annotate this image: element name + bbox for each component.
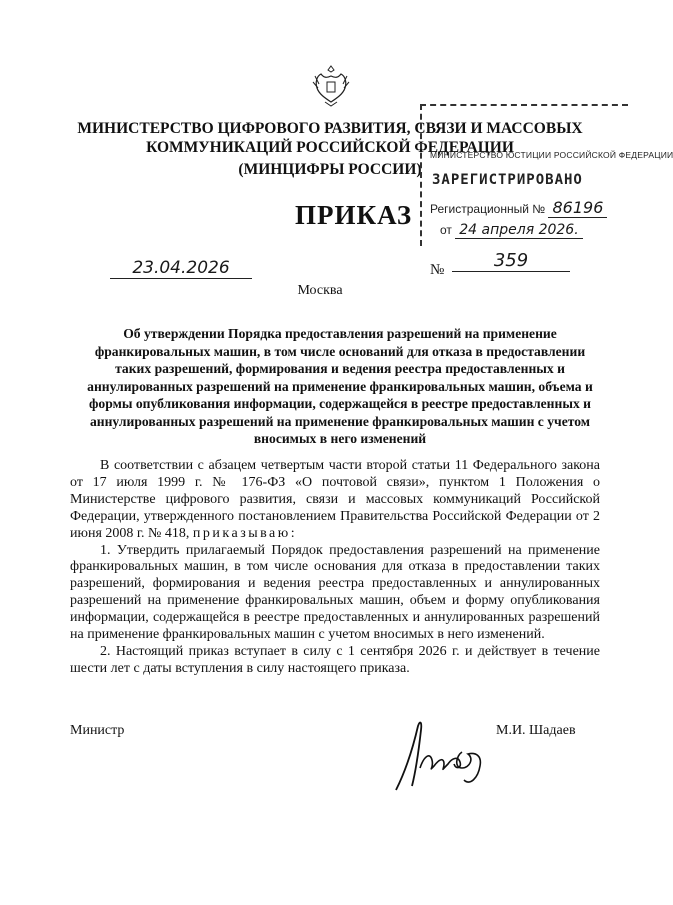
stamp-reg-number: 86196: [548, 198, 607, 218]
document-number: 359: [452, 250, 570, 272]
coat-of-arms-icon: [311, 62, 351, 108]
preamble-text: В соответствии с абзацем четвертым части второй статьи 11 Федерального закона от 17 июля 1999 г. № 176-ФЗ «О почтовой связи», пунктом 1 Положения о Министерстве цифрового развития, связи и массовых коммуникаций Российской Федерации, утвержденного постановлением Правительства Российской Федерации от 2 июня 2008 г. № 418,: [70, 458, 600, 541]
document-type: ПРИКАЗ: [295, 200, 413, 230]
ministry-name-line1: МИНИСТЕРСТВО ЦИФРОВОГО РАЗВИТИЯ, СВЯЗИ И МАССОВЫХ: [77, 120, 583, 137]
body-paragraph-item2: 2. Настоящий приказ вступает в силу с 1 сентября 2026 г. и действует в течение шести лет с даты вступления в силу настоящего приказа.: [70, 643, 600, 676]
stamp-reg-label: Регистрационный №: [430, 202, 546, 216]
stamp-ministry-justice: МИНИСТЕРСТВО ЮСТИЦИИ РОССИЙСКОЙ ФЕДЕРАЦИИ: [430, 150, 673, 160]
handwritten-signature: [390, 712, 494, 796]
signatory-position: Министр: [70, 723, 125, 738]
document-date: 23.04.2026: [110, 258, 252, 279]
ministry-short-name: (МИНЦИФРЫ РОССИИ): [238, 161, 422, 178]
document-title: Об утверждении Порядка предоставления разрешений на применение франкировальных машин, в том числе оснований для отказа в предоставлении таких разрешений, формирования и ведения реестра предоставленных и аннулированных разрешений на применение франкировальных машин, объема и формы опубликования информации, содержащейся в реестре предоставленных и аннулированных разрешений на применение франкировальных машин с учетом вносимых в него изменений: [87, 326, 593, 446]
order-word: приказываю:: [192, 525, 298, 541]
document-city: Москва: [297, 283, 343, 298]
stamp-date-row: [440, 222, 583, 238]
body-paragraph-preamble: [70, 458, 600, 543]
document-body: [70, 458, 600, 678]
stamp-registered: ЗАРЕГИСТРИРОВАНО: [432, 172, 583, 188]
stamp-reg-number-row: [430, 198, 607, 217]
signatory-name: М.И. Шадаев: [496, 723, 576, 738]
document-number-label: №: [430, 262, 445, 278]
ministry-name-line2: КОММУНИКАЦИЙ РОССИЙСКОЙ ФЕДЕРАЦИИ: [146, 139, 514, 156]
stamp-date-prefix: от: [440, 223, 452, 237]
body-paragraph-item1: 1. Утвердить прилагаемый Порядок предоставления разрешений на применение франкировальных машин, в том числе основания для отказа в предоставлении таких разрешений, формирования и ведения реестра предоставленных и аннулированных разрешений на применение франкировальных машин, объем и форму опубликования информации, содержащейся в реестре предоставленных и аннулированных разрешений на применение франкировальных машин с учетом вносимых в него изменений.: [70, 542, 600, 643]
stamp-date-value: 24 апреля 2026.: [455, 222, 582, 239]
